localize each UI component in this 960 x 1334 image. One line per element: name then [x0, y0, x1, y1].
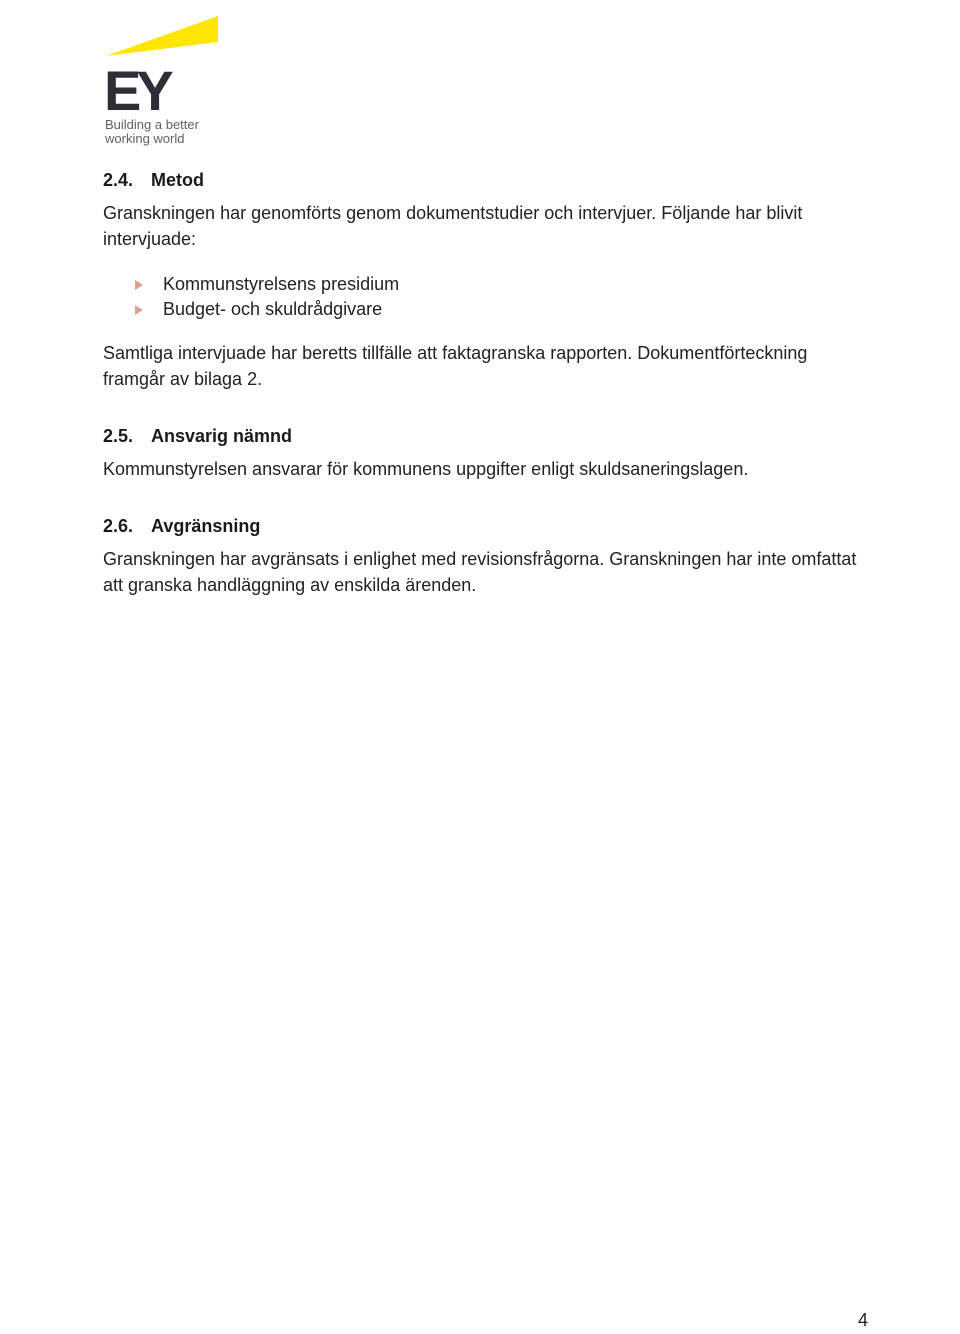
list-item-text: Budget- och skuldrådgivare	[163, 299, 383, 319]
list-item	[135, 297, 865, 322]
section-heading	[103, 168, 865, 192]
ey-logo-mark: EY	[104, 59, 169, 122]
section-number: 2.5.	[103, 426, 134, 446]
ey-logo-tagline	[105, 118, 199, 146]
ey-tagline-line1: Building a better	[105, 117, 199, 132]
triangle-bullet-icon	[135, 305, 143, 315]
bullet-list	[103, 272, 865, 322]
section-metod	[103, 168, 865, 392]
section-body-text: Granskningen har avgränsats i enlighet med revisionsfrågorna. Granskningen har inte omfattat att granska handläggning av enskilda ärenden.	[103, 549, 857, 595]
section-title: Metod	[151, 170, 204, 190]
document-content	[103, 168, 865, 598]
ey-beam-icon	[104, 14, 220, 58]
list-item	[135, 272, 865, 297]
section-heading	[103, 424, 865, 448]
ey-tagline-line2: working world	[105, 131, 185, 146]
section-heading	[103, 514, 865, 538]
page-number: 4	[857, 1310, 868, 1330]
section-number: 2.4.	[103, 170, 134, 190]
section-title: Avgränsning	[151, 516, 261, 536]
section-title: Ansvarig nämnd	[151, 426, 293, 446]
section-body-text: Kommunstyrelsen ansvarar för kommunens uppgifter enligt skuldsaneringslagen.	[103, 459, 749, 479]
section-number: 2.6.	[103, 516, 134, 536]
triangle-bullet-icon	[135, 280, 143, 290]
list-item-text: Kommunstyrelsens presidium	[163, 274, 400, 294]
section-body-text: Samtliga intervjuade har beretts tillfälle att faktagranska rapporten. Dokumentförteckning framgår av bilaga 2.	[103, 343, 808, 389]
ey-logo	[104, 14, 234, 154]
section-ansvarig-namnd	[103, 424, 865, 482]
section-avgransning	[103, 514, 865, 598]
section-intro-text: Granskningen har genomförts genom dokumentstudier och intervjuer. Följande har blivit intervjuade:	[103, 203, 803, 249]
